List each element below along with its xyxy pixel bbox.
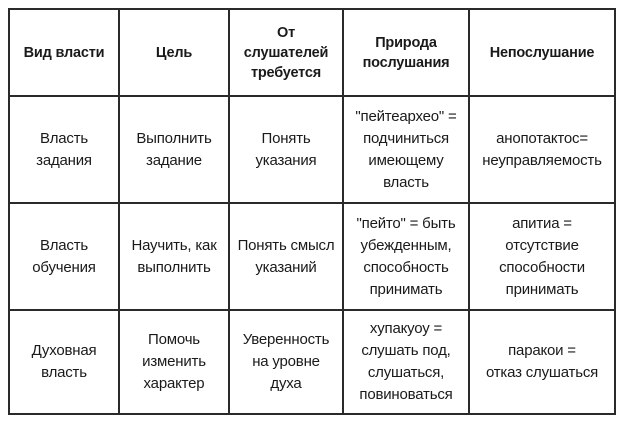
table-cell: "пейтеархео" = подчиниться имеющему власть [343, 96, 469, 203]
header-required-from-listeners: От слушателей требуется [229, 9, 343, 96]
table-cell: Уверенность на уровне духа [229, 310, 343, 414]
table-cell: "пейто" = быть убежденным, способность принимать [343, 203, 469, 310]
table-row [9, 310, 615, 414]
table-cell: Понять указания [229, 96, 343, 203]
table-cell: хупакуоу = слушать под, слушаться, повиноваться [343, 310, 469, 414]
header-goal: Цель [119, 9, 229, 96]
table-header-row [9, 9, 615, 96]
header-disobedience: Непослушание [469, 9, 615, 96]
authority-table-container [8, 8, 614, 413]
table-cell: Духовная власть [9, 310, 119, 414]
table-row [9, 203, 615, 310]
table-cell: Помочь изменить характер [119, 310, 229, 414]
table-cell: Научить, как выполнить [119, 203, 229, 310]
table-row [9, 96, 615, 203]
header-authority-type: Вид власти [9, 9, 119, 96]
header-nature-of-obedience: Природа послушания [343, 9, 469, 96]
table-cell: Понять смысл указаний [229, 203, 343, 310]
table-cell: Власть задания [9, 96, 119, 203]
table-cell: апитиа = отсутствие способности принимать [469, 203, 615, 310]
table-cell: Выполнить задание [119, 96, 229, 203]
table-cell: Власть обучения [9, 203, 119, 310]
table-cell: анопотактос= неуправляемость [469, 96, 615, 203]
authority-comparison-table [8, 8, 616, 415]
table-cell: паракои = отказ слушаться [469, 310, 615, 414]
